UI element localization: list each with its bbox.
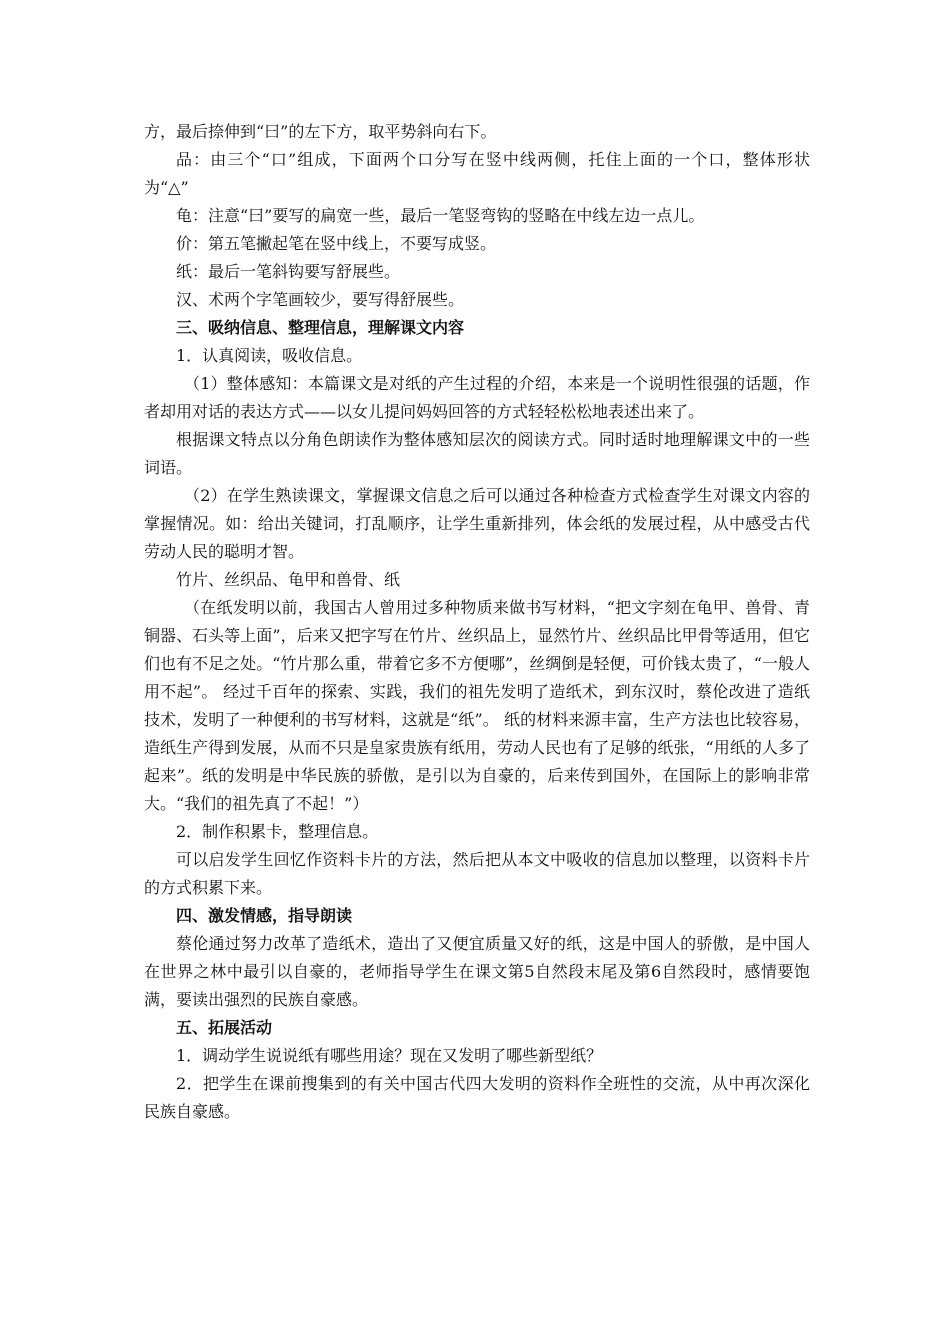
paragraph-paper-uses: 1．调动学生说说纸有哪些用途？现在又发明了哪些新型纸？ — [176, 1046, 603, 1065]
paragraph-zhi: 纸：最后一笔斜钩要写舒展些。 — [176, 262, 401, 281]
paragraph-role-reading: 根据课文特点以分角色朗读作为整体感知层次的阅读方式。同时适时地理解课文中的一些词语。 — [144, 430, 810, 477]
paragraph-make-card: 2．制作积累卡，整理信息。 — [176, 822, 379, 841]
paragraph-gui: 龟：注意“曰”要写的扁宽一些，最后一笔竖弯钩的竖略在中线左边一点儿。 — [176, 206, 705, 225]
paragraph-overall-perception: （1）整体感知：本篇课文是对纸的产生过程的介绍，本来是一个说明性很强的话题，作者却用对话的表达方式——以女儿提问妈妈回答的方式轻轻松松地表述出来了。 — [144, 374, 810, 421]
paragraph-stroke-continuation: 方，最后捺伸到“曰”的左下方，取平势斜向右下。 — [144, 122, 497, 141]
paragraph-han-shu: 汉、术两个字笔画较少，要写得舒展些。 — [176, 290, 465, 309]
paragraph-paper-history: （在纸发明以前，我国古人曾用过多种物质来做书写材料，“把文字刻在龟甲、兽骨、青铜器、石头等上面”，后来又把字写在竹片、丝织品上，显然竹片、丝织品比甲骨等适用，但它们也有不足之处。“竹片那么重，带着它多不方便哪”，丝绸倒是轻便，可价钱太贵了，“一般人用不起”。 经过千百年的探索、实践，我们的祖先发明了造纸术，到东汉时，蔡伦改进了造纸技术，发明了一种便利的书写材料，这就是“纸”。 纸的材料来源丰富，生产方法也比较容易，造纸生产得到发展，从而不只是皇家贵族有纸用，劳动人民也有了足够的纸张，“用纸的人多了起来”。纸的发明是中华民族的骄傲，是引以为自豪的，后来传到国外，在国际上的影响非常大。“我们的祖先真了不起！”） — [144, 598, 810, 813]
paragraph-jia: 价：第五笔撇起笔在竖中线上，不要写成竖。 — [176, 234, 497, 253]
section-heading-5: 五、拓展活动 — [176, 1018, 273, 1037]
document-body — [144, 118, 810, 1126]
paragraph-four-inventions: 2．把学生在课前搜集到的有关中国古代四大发明的资料作全班性的交流，从中再次深化民族自豪感。 — [144, 1074, 810, 1121]
paragraph-cailun: 蔡伦通过努力改革了造纸术，造出了又便宜质量又好的纸，这是中国人的骄傲，是中国人在世界之林中最引以自豪的，老师指导学生在课文第5自然段末尾及第6自然段时，感情要饱满，要读出强烈的民族自豪感。 — [144, 934, 810, 1009]
paragraph-card-method: 可以启发学生回忆作资料卡片的方法，然后把从本文中吸收的信息加以整理，以资料卡片的方式积累下来。 — [144, 850, 810, 897]
paragraph-check-mastery: （2）在学生熟读课文，掌握课文信息之后可以通过各种检查方式检查学生对课文内容的掌握情况。如：给出关键词，打乱顺序，让学生重新排列，体会纸的发展过程，从中感受古代劳动人民的聪明才智。 — [144, 486, 810, 561]
paragraph-read-absorb: 1．认真阅读，吸收信息。 — [176, 346, 363, 365]
section-heading-3: 三、吸纳信息、整理信息，理解课文内容 — [176, 318, 465, 337]
paragraph-keywords: 竹片、丝织品、龟甲和兽骨、纸 — [176, 570, 401, 589]
section-heading-4: 四、激发情感，指导朗读 — [176, 906, 353, 925]
paragraph-pin: 品：由三个“口”组成，下面两个口分写在竖中线两侧，托住上面的一个口，整体形状为“△” — [144, 150, 810, 197]
